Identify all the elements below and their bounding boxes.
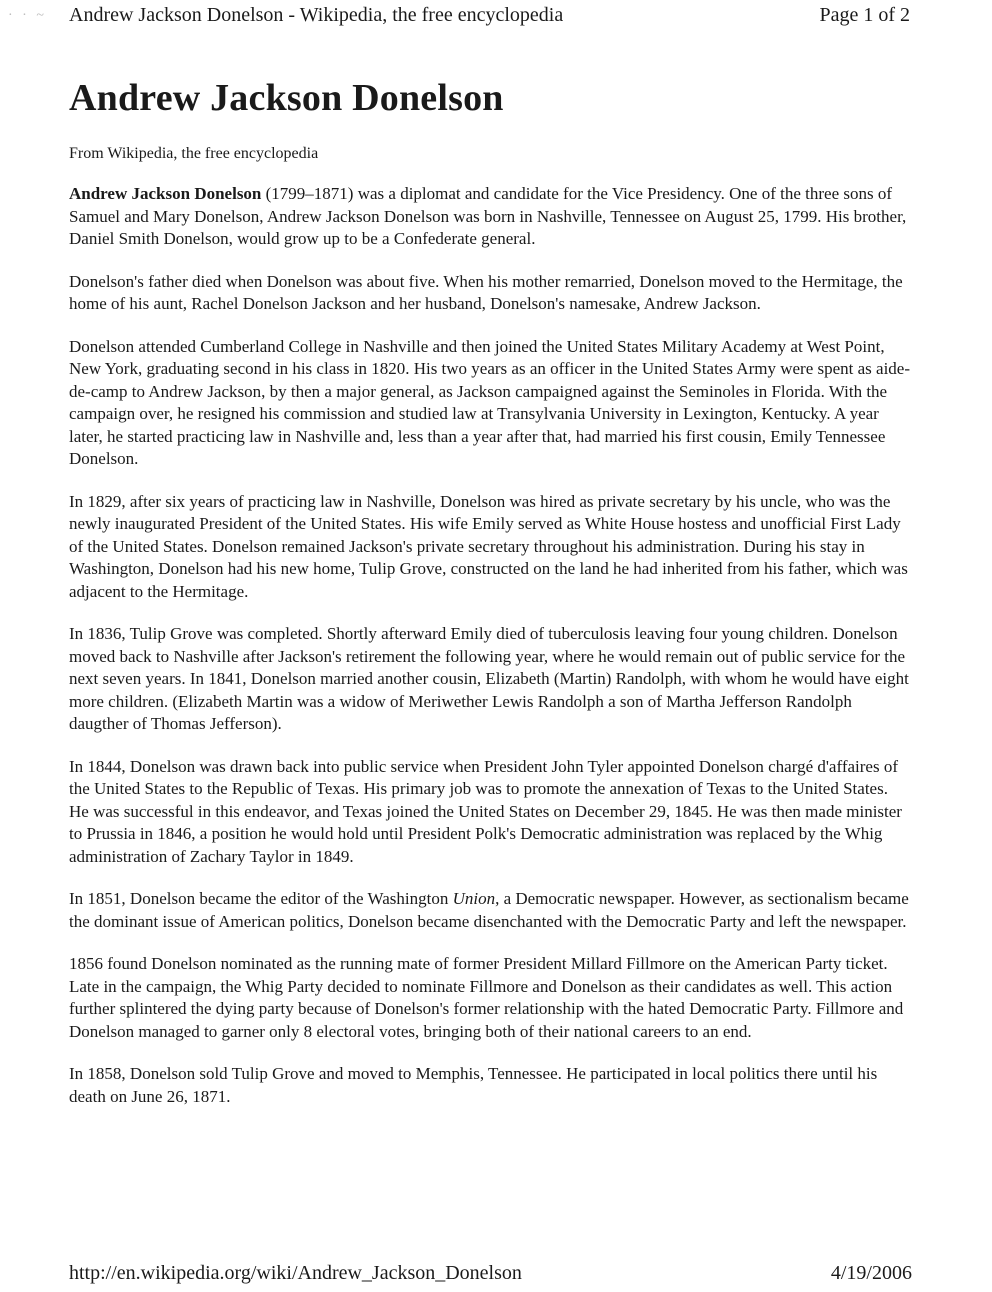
article-source-line: From Wikipedia, the free encyclopedia	[69, 145, 319, 162]
paragraph-editor	[69, 888, 911, 933]
article-title: Andrew Jackson Donelson	[69, 77, 504, 119]
paragraph-later-life: In 1858, Donelson sold Tulip Grove and moved to Memphis, Tennessee. He participated in local politics there until his death on June 26, 1871.	[69, 1064, 878, 1106]
print-date: 4/19/2006	[830, 1262, 912, 1284]
page-number: Page 1 of 2	[819, 4, 910, 26]
paragraph-early-life: Donelson's father died when Donelson was about five. When his mother remarried, Donelson moved to the Hermitage, the home of his aunt, Rachel Donelson Jackson and her husband, Donelson's namesake, Andrew Jackson.	[69, 271, 903, 313]
paragraph-secretary: In 1829, after six years of practicing law in Nashville, Donelson was hired as private secretary by his uncle, who was the newly inaugurated President of the United States. His wife Emily served as White House hostess and unofficial First Lady of the United States. Donelson remained Jackson's private secretary throughout his administration. During his stay in Washington, Donelson had his new home, Tulip Grove, constructed on the land he had inherited from his father, which was adjacent to the Hermitage.	[69, 491, 908, 601]
newspaper-name: Union	[452, 889, 496, 908]
intro-subject-name: Andrew Jackson Donelson	[69, 184, 262, 203]
paragraph-education: Donelson attended Cumberland College in Nashville and then joined the United States Military Academy at West Point, New York, graduating second in his class in 1820. His two years as an officer in the United States Army were spent as aide-de-camp to Andrew Jackson, by then a major general, as Jackson campaigned against the Seminoles in Florida. With the campaign over, he resigned his commission and studied law at Transylvania University in Lexington, Kentucky. A year later, he started practicing law in Nashville and, less than a year after that, had married his first cousin, Emily Tennessee Donelson.	[69, 336, 911, 468]
print-header-title: Andrew Jackson Donelson - Wikipedia, the free encyclopedia	[69, 4, 564, 26]
paragraph-1856-campaign: 1856 found Donelson nominated as the running mate of former President Millard Fillmore on the American Party ticket. Late in the campaign, the Whig Party decided to nominate Fillmore and Donelson as their candidates as well. This action further splintered the dying party because of Donelson's former relationship with the hated Democratic Party. Fillmore and Donelson managed to garner only 8 electoral votes, bringing both of their national careers to an end.	[69, 954, 904, 1041]
paragraph-tulip-grove: In 1836, Tulip Grove was completed. Shortly afterward Emily died of tuberculosis leaving four young children. Donelson moved back to Nashville after Jackson's retirement the following year, where he would remain out of public service for the next seven years. In 1841, Donelson married another cousin, Elizabeth (Martin) Randolph, with whom he would have eight more children. (Elizabeth Martin was a widow of Meriwether Lewis Randolph a son of Martha Jefferson Randolph daugther of Thomas Jefferson).	[69, 624, 909, 733]
paragraph-texas: In 1844, Donelson was drawn back into public service when President John Tyler appointed Donelson chargé d'affaires of the United States to the Republic of Texas. His primary job was to promote the annexation of Texas to the United States. He was successful in this endeavor, and Texas joined the United States on December 29, 1845. He was then made minister to Prussia in 1846, a position he would hold until President Polk's Democratic administration was replaced by the Whig administration of Zachary Taylor in 1849.	[69, 756, 902, 866]
scan-artifact: · · ~	[8, 8, 47, 23]
print-header	[69, 4, 910, 28]
intro-text: (1799–1871) was a diplomat and candidate for the Vice Presidency. One of the three sons of Samuel and Mary Donelson, Andrew Jackson Donelson was born in Nashville, Tennessee on August 25, 1799. His brother, Daniel Smith Donelson, would grow up to be a Confederate general.	[69, 184, 907, 248]
page-url: http://en.wikipedia.org/wiki/Andrew_Jackson_Donelson	[69, 1262, 522, 1284]
editor-text-before: In 1851, Donelson became the editor of the Washington	[69, 889, 453, 908]
print-footer	[69, 1262, 912, 1286]
article-body	[69, 183, 911, 1128]
paragraph-intro	[69, 183, 911, 251]
editor-text-after: , a Democratic newspaper. However, as sectionalism became the dominant issue of American politics, Donelson became disenchanted with the Democratic Party and left the newspaper.	[69, 889, 909, 931]
